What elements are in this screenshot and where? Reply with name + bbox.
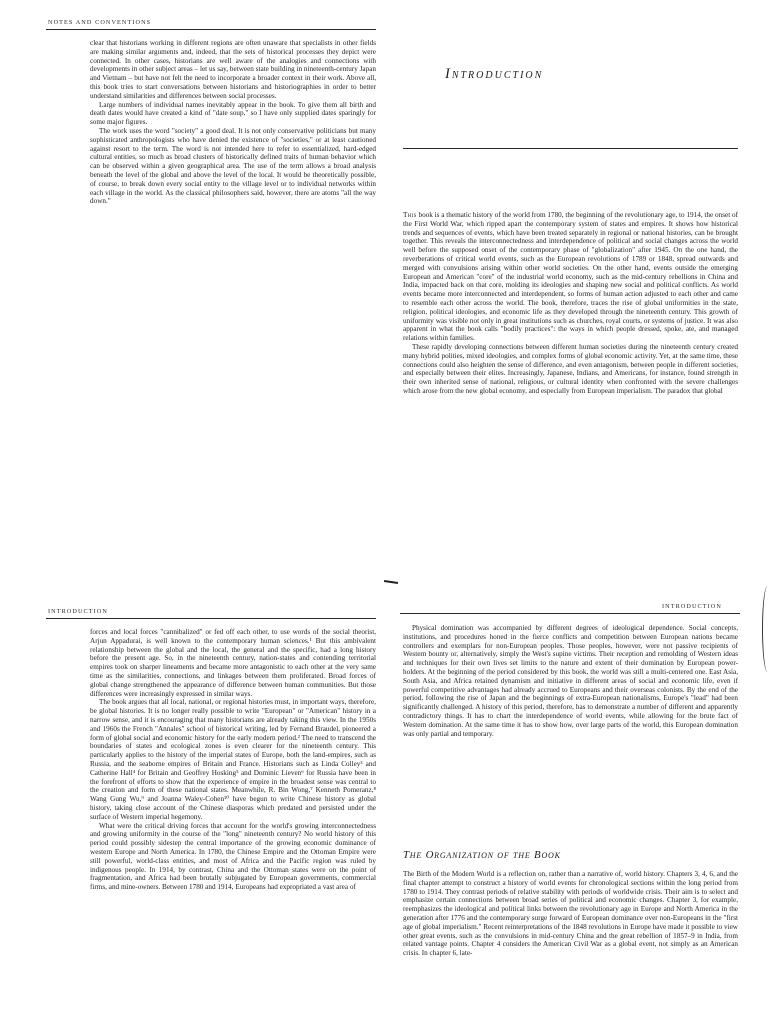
chapter-title: Introduction bbox=[445, 66, 544, 82]
paragraph: Large numbers of individual names inevitably appear in the book. To give them all birth and death dates would have created a kind of "date soup," so I have only supplied dates sparingly for some major figures. bbox=[90, 100, 376, 127]
paragraph: The Birth of the Modern World is a reflection on, rather than a narrative of, world history. Chapters 3, 4, 6, and the final chapter attempt to construct a history of world events for chronological sections within the long period from 1780 to 1914. They contrast periods of relative stability with periods of worldwide crisis. Their aim is to select and emphasize certain connections between broad series of political and economic changes. Chapter 3, for example, reemphasizes the ideological and political links between the revolutionary age in Europe and North America in the generation after 1776 and the contemporary surge forward of European dominance over non-Europeans in the "first age of global imperialism." Recent reinterpretations of the 1848 revolutions in Europe have made it possible to view other great events, such as the convulsions in mid-century China and the great rebellion of 1857–9 in India, from related vantage points. Chapter 4 considers the American Civil War as a global event, not simply as an American crisis. In chapter 6, late- bbox=[403, 870, 738, 958]
paragraph: Physical domination was accompanied by different degrees of ideological dependence. Social concepts, institutions, and procedures honed in the fierce conflicts and competition between European nations became controllers and exemplars for non-European peoples. Those peoples, however, were not passive recipients of Western bounty or, alternatively, simply the West's supine victims. Their reception and remolding of Western ideas and techniques for their own lives set limits to the nature and extent of their domination by European power-holders. At the beginning of the period considered by this book, the world was still a multi-centered one. East Asia, South Asia, and Africa retained dynamism and initiative in different areas of social and economic life, even if powerful competitive advantages had already accrued to Europeans and their overseas colonists. By the end of the period, following the rise of Japan and the beginnings of extra-European nationalisms, Europe's "lead" had been significantly challenged. A history of this period, therefore, has to demonstrate a number of different and apparently contradictory things. It has to chart the interdependence of world events, while allowing for the brute fact of Western domination. At the same time it has to show how, over large parts of the world, this European domination was only partial and temporary. bbox=[403, 624, 738, 738]
running-head: INTRODUCTION bbox=[662, 603, 722, 610]
page-1 bbox=[384, 0, 768, 512]
body-text bbox=[403, 211, 738, 396]
section-heading: The Organization of the Book bbox=[403, 849, 561, 861]
running-head: NOTES AND CONVENTIONS bbox=[48, 19, 152, 26]
page-2 bbox=[0, 512, 384, 1024]
top-spread bbox=[0, 0, 768, 512]
paragraph: The work uses the word "society" a good deal. It is not only conservative politicians but many sophisticated anthropologists who have denied the existence of "societies," or at least cautioned against resort to the term. The word is not intended here to refer to essentialized, hard-edged cultural entities, so much as broad clusters of historically defined traits of human behavior which can be observed within a given geographical area. The use of the term allows a broad analysis beneath the level of the global and above the level of the local. It would be theoretically possible, of course, to break down every social entity to the village level or to individual networks within each village in the world. As the classical philosophers said, however, there are atoms "all the way down." bbox=[90, 126, 376, 206]
body-text bbox=[90, 39, 376, 206]
page-xxiv bbox=[0, 0, 384, 512]
paragraph: What were the critical driving forces that account for the world's growing interconnectedness and growing uniformity in the course of the "long" nineteenth century? No world history of this period could possibly sidestep the central importance of the growing economic dominance of western Europe and North America. In 1780, the Chinese Empire and the Ottoman Empire were still powerful, world-class entities, and most of Africa and the Pacific region was ruled by indigenous people. In 1914, by contrast, China and the Ottoman states were on the point of fragmentation, and Africa had been brutally subjugated by European governments, commercial firms, and mine-owners. Between 1780 and 1914, Europeans had expropriated a vast area of bbox=[90, 821, 376, 892]
opening-word: This bbox=[403, 211, 417, 219]
paragraph: clear that historians working in different regions are often unaware that specialists in other fields are making similar arguments and, indeed, that the sets of historical processes they depict were connected. In other cases, historians are well aware of the analogies and connections with developments in other subject areas – let us say, between state building in nineteenth-century Japan and Vietnam – but have not felt the need to incorporate a broader context in their work. Above all, this book tries to start conversations between historians and historiographies in order to better understand similarities and differences between social processes. bbox=[90, 39, 376, 100]
header-rule bbox=[400, 613, 740, 614]
chapter-rule bbox=[403, 148, 738, 149]
paragraph: The book argues that all local, national, or regional histories must, in important ways, therefore, be global histories. It is no longer really possible to write "European" or "American" history in a narrow sense, and it is encouraging that many historians are already taking this view. In the 1950s and 1960s the French "Annales" school of historical writing, led by Fernand Braudel, pioneered a form of global social and economic history for the early modern period.² The need to transcend the boundaries of states and ecological zones is even clearer for the nineteenth century. This particularly applies to the history of the imperial states of Europe, both the land-empires, such as Russia, and the seaborne empires of Britain and France. Historians such as Linda Colley³ and Catherine Hall⁴ for Britain and Geoffrey Hosking⁵ and Dominic Lieven⁶ for Russia have been in the forefront of efforts to show that the experience of empire in the broadest sense was central to the creation and form of these national states. Meanwhile, R. Bin Wong,⁷ Kenneth Pomeranz,⁸ Wang Gung Wu,⁹ and Joanna Waley-Cohen¹⁰ have begun to write Chinese history as global history, taking close account of the Chinese diasporas which predated and persisted under the surface of Western imperial hegemony. bbox=[90, 698, 376, 821]
running-head: INTRODUCTION bbox=[48, 608, 108, 615]
paragraph-text: book is a thematic history of the world from 1780, the beginning of the revolutionary age, to 1914, the onset of the First World War, which ripped apart the contemporary system of states and empires. It shows how historical trends and sequences of events, which have been treated separately in regional or national histories, can be brought together. This reveals the interconnectedness and interdependence of political and social changes across the world well before the supposed onset of the contemporary phase of "globalization" after 1945. On the one hand, the reverberations of critical world events, such as the European revolutions of 1789 or 1848, spread outwards and merged with convulsions arising within other world societies. On the other hand, events outside the emerging European and American "core" of the industrial world economy, such as the mid-century rebellions in China and India, impacted back on that core, molding its ideologies and shaping new social and political conflicts. As world events became more interconnected and interdependent, so forms of human action adjusted to each other and came to resemble each other across the world. The book, therefore, traces the rise of global uniformities in the state, religion, political ideologies, and economic life as they developed through the nineteenth century. This growth of uniformity was visible not only in great institutions such as churches, royal courts, or systems of justice. It was also apparent in what the book calls "bodily practices": the ways in which people dressed, spoke, ate, and managed relations within families. bbox=[403, 211, 739, 343]
bottom-spread bbox=[0, 512, 768, 1024]
section-body-text bbox=[403, 870, 738, 958]
paragraph: These rapidly developing connections between different human societies during the nineteenth century created many hybrid polities, mixed ideologies, and complex forms of global economic activity. Yet, at the same time, these connections could also heighten the sense of difference, and even antagonism, between people in different societies, and especially between their elites. Increasingly, Japanese, Indians, and Americans, for instance, found strength in their own inherited sense of national, religious, or cultural identity when confronted with the severe challenges which arose from the new global economy, and especially from European imperialism. The paradox that global bbox=[403, 342, 738, 395]
paragraph: forces and local forces "cannibalized" or fed off each other, to use words of the social theorist, Arjun Appadurai, is well known to the contemporary human sciences.¹ But this ambivalent relationship between the global and the local, the general and the specific, had a long history before the present age. So, in the nineteenth century, nation-states and contending territorial empires took on sharper lineaments and became more antagonistic to each other at the very same time as the similarities, connections, and linkages between them proliferated. Broad forces of global change strengthened the appearance of difference between human communities. But those differences were increasingly expressed in similar ways. bbox=[90, 628, 376, 698]
body-text bbox=[403, 624, 738, 738]
page-edge-curve bbox=[762, 586, 773, 672]
header-rule bbox=[46, 618, 376, 619]
header-rule bbox=[46, 29, 376, 30]
body-text bbox=[90, 628, 376, 892]
page-3 bbox=[384, 512, 768, 1024]
opening-paragraph bbox=[403, 211, 738, 343]
